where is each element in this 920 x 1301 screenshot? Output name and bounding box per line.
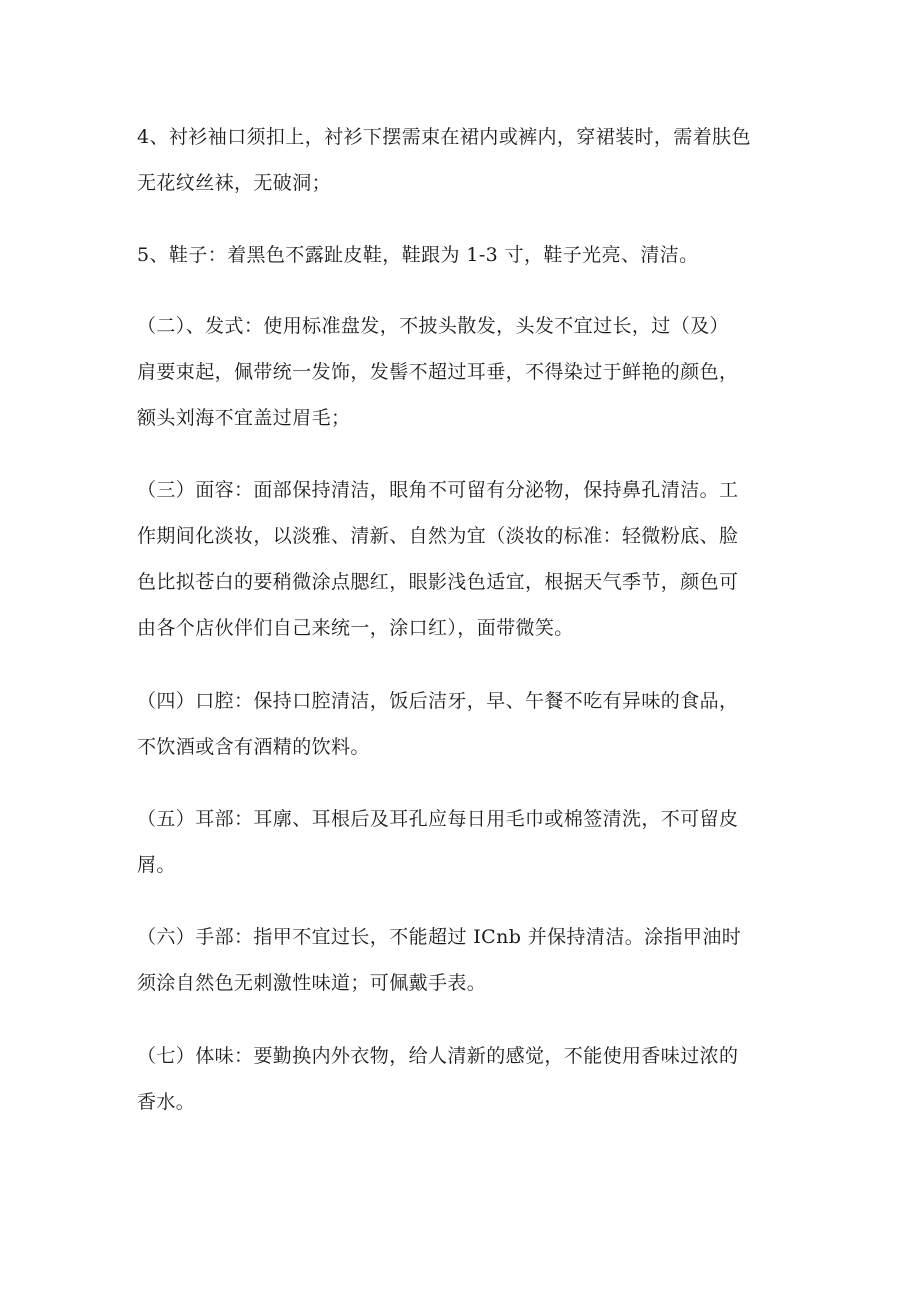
text-line: 色比拟苍白的要稍微涂点腮红，眼影浅色适宜，根据天气季节，颜色可 bbox=[137, 571, 739, 593]
text-line: 须涂自然色无刺激性味道；可佩戴手表。 bbox=[137, 972, 487, 994]
paragraph-hands bbox=[137, 914, 797, 1006]
text-line: 作期间化淡妆，以淡雅、清新、自然为宜（淡妆的标准：轻微粉底、脸 bbox=[137, 525, 739, 547]
text-line: （六）手部：指甲不宜过长，不能超过 ICnb 并保持清洁。涂指甲油时 bbox=[137, 926, 742, 948]
paragraph-face bbox=[137, 467, 797, 651]
paragraph-shoes bbox=[137, 232, 797, 278]
paragraph-ears bbox=[137, 796, 797, 888]
text-line: （三）面容：面部保持清洁，眼角不可留有分泌物，保持鼻孔清洁。工 bbox=[137, 479, 739, 501]
paragraph-shirt-cuffs bbox=[137, 114, 797, 206]
text-line: （四）口腔：保持口腔清洁，饭后洁牙，早、午餐不吃有异味的食品， bbox=[137, 690, 739, 712]
paragraph-body-odor bbox=[137, 1033, 797, 1125]
text-line: 4、衬衫袖口须扣上，衬衫下摆需束在裙内或裤内，穿裙装时，需着肤色 bbox=[137, 126, 751, 148]
text-line: 不饮酒或含有酒精的饮料。 bbox=[137, 736, 370, 758]
text-line: （七）体味：要勤换内外衣物，给人清新的感觉，不能使用香味过浓的 bbox=[137, 1045, 739, 1067]
paragraph-hairstyle bbox=[137, 303, 797, 441]
text-line: 无花纹丝袜，无破洞； bbox=[137, 172, 332, 194]
text-line: 屑。 bbox=[137, 854, 176, 876]
paragraph-oral bbox=[137, 678, 797, 770]
text-line: （五）耳部：耳廓、耳根后及耳孔应每日用毛巾或棉签清洗，不可留皮 bbox=[137, 808, 739, 830]
text-line: （二）、发式：使用标准盘发，不披头散发，头发不宜过长，过（及） bbox=[137, 315, 729, 337]
text-line: 由各个店伙伴们自己来统一，涂口红），面带微笑。 bbox=[137, 617, 574, 639]
text-line: 香水。 bbox=[137, 1091, 196, 1113]
text-line: 肩要束起，佩带统一发饰，发髻不超过耳垂，不得染过于鲜艳的颜色， bbox=[137, 361, 739, 383]
text-line: 额头刘海不宜盖过眉毛； bbox=[137, 407, 351, 429]
text-line: 5、鞋子：着黑色不露趾皮鞋，鞋跟为 1-3 寸，鞋子光亮、清洁。 bbox=[137, 244, 699, 266]
